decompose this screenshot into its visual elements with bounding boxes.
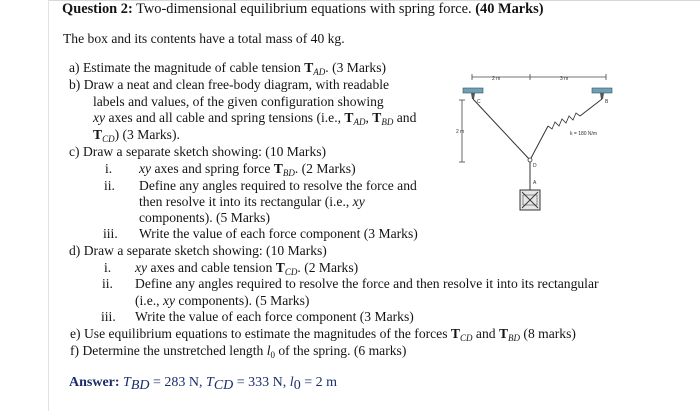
tbd-sub: BD xyxy=(130,378,150,393)
dimension-lines xyxy=(459,74,606,162)
part-d-ii-text1: Define any angles required to resolve the force and then resolve it into its rectangular xyxy=(135,276,599,291)
part-a-pre: Estimate the magnitude of cable tension xyxy=(82,60,305,75)
spring-bd xyxy=(548,113,580,129)
cable-cd xyxy=(473,99,530,160)
and-text: and xyxy=(472,326,499,341)
tad-sub: AD xyxy=(313,67,326,77)
tbd-symbol: T xyxy=(498,326,509,341)
part-b-text3: axes and all cable and spring tensions (i.e., xyxy=(105,110,345,125)
tbd-sub: BD xyxy=(282,168,295,178)
part-c-text: Draw a separate sketch showing: (10 Marks) xyxy=(82,144,327,159)
tcd-sub: CD xyxy=(460,333,473,343)
tcd-sub: CD xyxy=(284,267,298,277)
part-a-label: a) xyxy=(69,60,80,75)
part-d-ii-text2a: (i.e., xyxy=(135,293,163,308)
part-d-ii-line2 xyxy=(135,293,309,309)
tbd-symbol: T xyxy=(273,161,283,176)
answer-tcd-value: = 333 N, xyxy=(233,375,290,390)
part-e-post: (8 marks) xyxy=(520,326,576,341)
part-c-iii xyxy=(103,226,418,242)
part-c-ii-label: ii. xyxy=(104,178,115,193)
tcd-sub: CD xyxy=(213,378,234,393)
tcd-symbol: T xyxy=(275,260,285,275)
part-c-i-text: axes and spring force xyxy=(151,161,274,176)
spring-constant-label: k = 180 N/m xyxy=(570,131,598,137)
part-f xyxy=(70,343,406,359)
part-d-i-label: i. xyxy=(104,260,112,275)
part-d-ii-label: ii. xyxy=(102,276,113,291)
part-b-line4 xyxy=(93,127,180,143)
box xyxy=(520,190,540,210)
part-d-iii-label: iii. xyxy=(101,309,116,324)
xy-text: xy xyxy=(352,194,365,209)
label-d: D xyxy=(533,163,537,169)
dim-3m-top: 3 m xyxy=(560,76,569,82)
tad-symbol: T xyxy=(344,110,354,125)
part-c xyxy=(69,144,326,160)
part-d-ii-text2b: components). (5 Marks) xyxy=(175,293,310,308)
part-b-text4: ) (3 Marks). xyxy=(114,127,180,142)
part-c-iii-text: Write the value of each force component (3 Marks) xyxy=(139,226,418,241)
part-b-line2: labels and values, of the given configuration showing xyxy=(93,94,384,109)
tad-sub: AD xyxy=(353,117,366,127)
part-d xyxy=(69,243,327,259)
label-a: A xyxy=(533,180,537,186)
part-b-line3 xyxy=(93,110,416,126)
part-c-iii-label: iii. xyxy=(103,226,118,241)
tbd-sub: BD xyxy=(508,333,521,343)
l0-symbol: l xyxy=(266,343,271,358)
xy-text: xy xyxy=(139,161,152,176)
part-d-i-text: axes and cable tension xyxy=(147,260,276,275)
question-number: Question 2: xyxy=(62,1,133,17)
xy-text: xy xyxy=(162,293,176,308)
part-b-line1 xyxy=(69,77,389,93)
tcd-symbol: T xyxy=(206,375,214,390)
left-wall-support xyxy=(463,88,483,99)
comma: , xyxy=(365,110,373,125)
tcd-symbol: T xyxy=(450,326,460,341)
question-title: Two-dimensional equilibrium equations with spring force. xyxy=(136,1,472,17)
part-b-text1: Draw a neat and clean free-body diagram, with readable xyxy=(83,77,390,92)
tbd-symbol: T xyxy=(123,375,131,390)
ring-d xyxy=(528,158,532,162)
part-d-label: d) xyxy=(69,243,81,258)
part-f-post: of the spring. (6 marks) xyxy=(274,343,407,358)
part-d-i xyxy=(104,260,358,276)
part-d-iii-text: Write the value of each force component (3 Marks) xyxy=(135,309,414,324)
frame-border-left xyxy=(48,0,49,411)
question-marks: (40 Marks) xyxy=(475,1,544,17)
tbd-symbol: T xyxy=(372,110,382,125)
label-b: B xyxy=(605,99,609,105)
part-b-label: b) xyxy=(69,77,81,92)
part-c-i xyxy=(105,161,356,177)
answer-line xyxy=(69,374,337,391)
l0-sub: 0 xyxy=(270,350,275,360)
dim-2m-side: 2 m xyxy=(456,129,465,135)
part-f-label: f) xyxy=(70,343,80,358)
xy-text: xy xyxy=(135,260,148,275)
part-a xyxy=(69,60,386,76)
part-c-ii-line2 xyxy=(139,194,365,210)
dim-2m-top: 2 m xyxy=(492,76,501,82)
part-d-i-post: . (2 Marks) xyxy=(297,260,359,275)
part-e xyxy=(70,326,576,342)
intro-text: The box and its contents have a total mass of 40 kg. xyxy=(63,31,345,46)
and-text: and xyxy=(393,110,417,125)
part-a-post: . (3 Marks) xyxy=(325,60,387,75)
right-wall-support xyxy=(592,88,612,99)
part-e-text: Use equilibrium equations to estimate the magnitudes of the forces xyxy=(83,326,451,341)
part-e-label: e) xyxy=(70,326,81,341)
l0-symbol: l xyxy=(289,375,294,390)
part-c-i-label: i. xyxy=(105,161,113,176)
tcd-symbol: T xyxy=(93,127,103,142)
part-d-iii xyxy=(101,309,414,325)
equilibrium-figure xyxy=(452,68,622,218)
part-c-ii-line1 xyxy=(104,178,417,194)
part-f-text: Determine the unstretched length xyxy=(82,343,267,358)
part-c-ii-text1: Define any angles required to resolve the force and xyxy=(139,178,417,193)
tcd-sub: CD xyxy=(102,134,115,144)
cable-bd-lower xyxy=(530,126,548,160)
tad-symbol: T xyxy=(304,60,314,75)
answer-l0-value: = 2 m xyxy=(300,375,337,390)
part-c-ii-text2: then resolve it into its rectangular (i.e., xyxy=(139,194,353,209)
part-c-i-post: . (2 Marks) xyxy=(294,161,356,176)
answer-label: Answer: xyxy=(69,375,124,390)
part-c-label: c) xyxy=(69,144,80,159)
answer-tbd-value: = 283 N, xyxy=(149,375,207,390)
question-heading xyxy=(62,1,544,17)
l0-sub: 0 xyxy=(293,378,301,393)
cable-bd-upper xyxy=(580,99,602,116)
label-c: C xyxy=(477,99,481,105)
part-c-ii-line3: components). (5 Marks) xyxy=(139,210,270,225)
tbd-sub: BD xyxy=(381,117,394,127)
part-d-ii-line1 xyxy=(102,276,599,292)
part-d-text: Draw a separate sketch showing: (10 Marks) xyxy=(83,243,327,258)
xy-text: xy xyxy=(93,110,106,125)
